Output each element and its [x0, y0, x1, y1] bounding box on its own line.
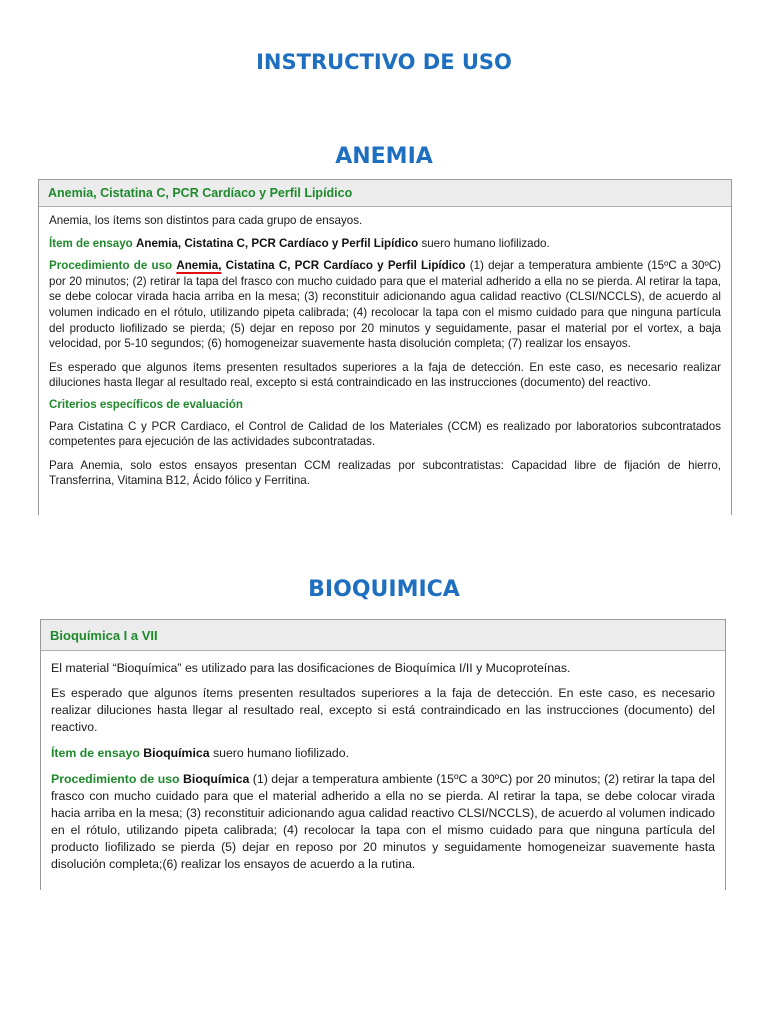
- bioquimica-item-bold: Bioquímica: [143, 746, 210, 760]
- anemia-box: [38, 179, 732, 515]
- bioquimica-section-title: BIOQUIMICA: [308, 577, 460, 602]
- bioquimica-proc-text: (1) dejar a temperatura ambiente (15ºC a 30ºC) por 20 minutos; (2) retirar la tapa del frasco con mucho cuidado para que el material adherido a ella no se pierda. Al retirar la tapa, se debe colocar virada hacia arriba en la mesa; (3) reconstituir adicionando agua calidad reactivo CLSI/NCCLS), de acuerdo al volumen indicado en el rótulo, utilizando pipeta calibrada; (4) recolocar la tapa con el mismo cuidado para que ninguna partícula del producto liofilizado se pierda (5) dejar en reposo por 20 minutos y seguidamente homogeneizar suavemente hasta disolución completa;(6) realizar los ensayos de acuerdo a la rutina.: [51, 772, 715, 871]
- doc-title: INSTRUCTIVO DE USO: [256, 50, 512, 74]
- bioquimica-item: [51, 745, 715, 762]
- bioquimica-item-label: Ítem de ensayo: [51, 746, 140, 760]
- anemia-proc-underlined: Anemia,: [176, 259, 222, 273]
- anemia-procedure: [49, 258, 721, 352]
- bioquimica-box: [40, 619, 726, 890]
- anemia-proc-bold: Cistatina C, PCR Cardíaco y Perfil Lipídico: [225, 259, 466, 273]
- bioquimica-box-header: Bioquímica I a VII: [41, 620, 725, 651]
- anemia-criteria-2: Para Anemia, solo estos ensayos presentan CCM realizadas por subcontratistas: Capacidad libre de fijación de hierro, Transferrina, Vitamina B12, Ácido fólico y Ferritina.: [49, 458, 721, 488]
- bioquimica-expected: Es esperado que algunos ítems presenten resultados superiores a la faja de detección. En este caso, es necesario realizar diluciones hasta llegar al resultado real, excepto si está contraindicado en las instrucciones (documento) del reactivo.: [51, 686, 715, 734]
- anemia-criteria-1: Para Cistatina C y PCR Cardiaco, el Control de Calidad de los Materiales (CCM) es realizado por laboratorios subcontratados competentes para ejecución de las actividades subcontratadas.: [49, 419, 721, 449]
- anemia-item: [49, 236, 721, 252]
- anemia-item-label: Ítem de ensayo: [49, 236, 133, 250]
- anemia-proc-label: Procedimiento de uso: [49, 259, 173, 273]
- bioquimica-item-rest: suero humano liofilizado.: [212, 746, 350, 760]
- anemia-section-title: ANEMIA: [335, 144, 433, 169]
- anemia-item-bold: Anemia, Cistatina C, PCR Cardíaco y Perfil Lipídico: [136, 236, 419, 250]
- bioquimica-intro: El material “Bioquímica” es utilizado para las dosificaciones de Bioquímica I/II y Mucoproteínas.: [51, 661, 571, 675]
- bioquimica-proc-bold: Bioquímica: [183, 772, 250, 786]
- anemia-item-rest: suero humano liofilizado.: [421, 236, 550, 250]
- bioquimica-procedure: [51, 771, 715, 873]
- anemia-criteria-title: Criterios específicos de evaluación: [49, 397, 243, 411]
- anemia-box-header: Anemia, Cistatina C, PCR Cardíaco y Perfil Lipídico: [39, 180, 731, 207]
- bioquimica-proc-label: Procedimiento de uso: [51, 772, 180, 786]
- anemia-proc-text: (1) dejar a temperatura ambiente (15ºC a 30ºC) por 20 minutos; (2) retirar la tapa del frasco con mucho cuidado para que el material adherido a ella no se pierda. Al retirar la tapa, se debe colocar virada hacia arriba en la mesa; (3) reconstituir adicionando agua calidad reactivo (CLSI/NCCLS), de acuerdo al volumen indicado en el rótulo, utilizando pipeta calibrada; (4) recolocar la tapa con el mismo cuidado para que ninguna partícula del producto liofilizado se pierda; (5) dejar en reposo por 20 minutos y seguidamente, pasar el material por el vortex, a baja velocidad, por 5-10 segundos; (6) homogeneizar suavemente hasta disolución completa; (7) realizar los ensayos.: [49, 259, 721, 351]
- anemia-intro: Anemia, los ítems son distintos para cada grupo de ensayos.: [49, 214, 363, 227]
- anemia-expected: Es esperado que algunos ítems presenten resultados superiores a la faja de detección. En este caso, es necesario realizar diluciones hasta llegar al resultado real, excepto si está contraindicado en las instrucciones (documento) del reactivo.: [49, 360, 721, 390]
